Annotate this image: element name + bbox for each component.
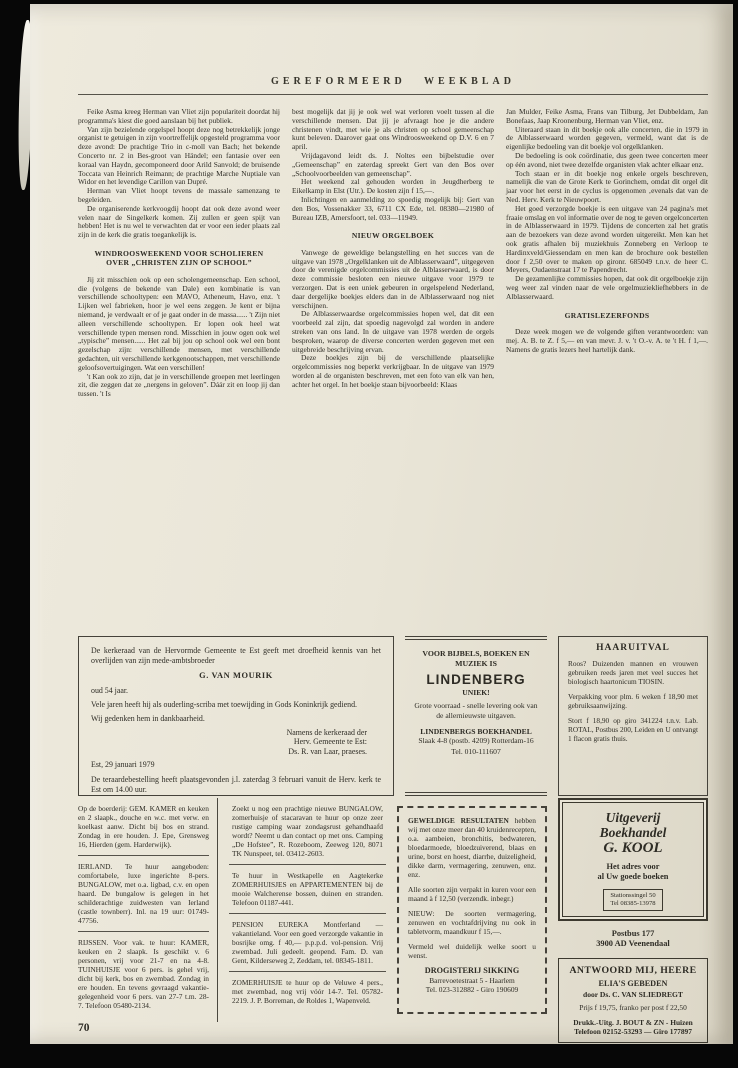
section-heading-windroosweekend: WINDROOSWEEKEND VOOR SCHOLIEREN OVER „CHRISTEN ZIJN OP SCHOOL” — [94, 248, 264, 268]
lindenberg-shop: LINDENBERGS BOEKHANDEL — [420, 726, 532, 736]
classified-ad: RIJSSEN. Voor vak. te huur: KAMER, keuken en 2 slaapk. Is geschikt v. 6 personen, vrij voor 21-7 en na 4-8. TUINHUISJE voor 6 pers. is gehel vrij, dicht bij kerk, bos en zwembad. Zondag in ere houden. En tevens gevraagd vakantie-gelegenheid voor 6 pers. van 27-7 t.m. 28-7. Telefoon 05480-2134. — [78, 931, 209, 1016]
paragraph: Het weekend zal gehouden worden in Jeugdherberg te Eikelkamp in Elst (Utr.). De kosten zijn f 15,—. — [292, 177, 494, 196]
obituary-age: oud 54 jaar. — [91, 685, 129, 695]
paragraph: Jan Mulder, Feike Asma, Frans van Tilburg, Jet Dubbeldam, Jan Bonefaas, Jaap Kroonenburg, Herman van Vliet, enz. — [506, 108, 708, 125]
lindenberg-brand: LINDENBERG — [426, 672, 526, 688]
obituary-place-date: Est, 29 januari 1979 — [91, 760, 155, 770]
paragraph: Het goed verzorgde boekje is een uitgave van 24 pagina's met fraaie omslag en vol informatie over de nog te geven orgelconcerten in de Alblasserwaard in 1979. Tijdens de concerten zal het gratis aan de bezoekers van deze avond worden uitgereikt. Men kan het ook gratis afhalen bij muziekhuis Zonneberg en Verloop te Hardinxveld/Giessendam en men kan de brochure ook bestellen door f 2,50 over te maken op gironr. 685049 t.n.v. de heer C. Meyers, Oudaenstraat 17 te Papendrecht. — [506, 203, 708, 275]
drogisterij-sikking-ad — [397, 806, 547, 1014]
sikking-tel: Tel. 023-312882 - Giro 190609 — [425, 985, 519, 994]
classified-ad: Zoekt u nog een prachtige nieuwe BUNGALOW, zomerhuisje of stacaravan te huur op onze zeer rustige camping waar zondagsrust gehandhaafd wordt? Neemt u dan contact op met ons. Camping „De Hofstee”, R. Rozeboom, Zeeweg 120, 8071 TK Nunspeet, tel. 03412-2603. — [232, 804, 383, 858]
paragraph: Uiteraard staan in dit boekje ook alle concerten, die in 1979 in de Alblasserwaard worden gegeven, vermeld, want dat is de eigenlijke bedoeling van dit boekje vol orgelklanken. — [506, 124, 708, 152]
antwoord-publisher: Drukk.-Uitg. J. BOUT & ZN - Huizen — [573, 1018, 693, 1027]
lindenberg-address: Slaak 4-8 (postb. 4209) Rotterdam-16 — [418, 736, 534, 746]
paragraph: 't Kan ook zo zijn, dat je in verschillende groepen met leerlingen zit, die zeggen dat ze „nergens in geloven”. Dáár zit en loop jij dan tussen. 't Is — [78, 371, 280, 399]
haaruitval-text: Stort f 18,90 op giro 341224 t.n.v. Lab. ROTAL, Postbus 200, Leiden en U ontvangt 1 flacon gratis thuis. — [568, 716, 698, 743]
article-body — [78, 108, 708, 602]
paragraph: Deze week mogen we de volgende giften verantwoorden: van mej. A. B. te Z. f 5,— en van mevr. J. v. 't O.-v. A. te 't H. f 1,—. Namens de gratis lezers heel hartelijk dank. — [506, 326, 708, 354]
sikking-footer — [408, 966, 536, 994]
obituary-name: G. VAN MOURIK — [199, 671, 273, 681]
sikking-text: Alle soorten zijn verpakt in kuren voor een maand à f 12,50 (verzendk. inbegr.) — [408, 885, 536, 903]
sikking-lead: GEWELDIGE RESULTATEN — [408, 816, 509, 825]
classified-ad: PENSION EUREKA Montferland — vakantieland. Voor een goed verzorgde vakantie in bosrijke omg. f 40,— p.p.p.d. vol-pension. Vrij zwembad. Juli gedeelt. geopend. Fam. D. van Gent, Kilderseweg 2, Zeddam, tel. 08345-1811. — [229, 913, 386, 971]
haaruitval-title: HAARUITVAL — [596, 643, 670, 653]
antwoord-price: Prijs f 19,75, franko per post f 22,50 — [579, 1003, 687, 1012]
sikking-name: DROGISTERIJ SIKKING — [424, 966, 520, 975]
kool-boekhandel-ad — [558, 798, 708, 921]
sikking-text: Vermeld wel duidelijk welke soort u wenst. — [408, 942, 536, 960]
kool-name: G. KOOL — [603, 840, 663, 856]
page-number: 70 — [78, 1022, 90, 1034]
lindenberg-ad — [405, 636, 547, 796]
sikking-text: NIEUW: De soorten vermagering, zenuwen en vochtafdrijving nu ook in tabletvorm, maandkuur f 15,—. — [408, 909, 536, 936]
kool-address-label: Stationssingel 50 Tel 08385-13978 — [603, 889, 662, 911]
obituary-body: Vele jaren heeft hij als ouderling-scriba met toewijding in Gods Koninkrijk gediend. — [91, 700, 358, 710]
kool-tagline: Het adres voor al Uw goede boeken — [597, 862, 669, 881]
column2-paragraphs-top — [292, 108, 494, 222]
column2-paragraphs-bottom — [292, 249, 494, 390]
classifieds-column-b — [229, 798, 386, 1022]
haaruitval-text: Roos? Duizenden mannen en vrouwen gebruiken reeds jaren met veel succes het biologisch haartonicum TIOSIN. — [568, 659, 698, 686]
haaruitval-ad — [558, 636, 708, 796]
column3-paragraphs-top — [506, 108, 708, 302]
column1-paragraphs-top — [78, 108, 280, 240]
column1-paragraphs-bottom — [78, 276, 280, 399]
antwoord-tel: Telefoon 02152-53293 — Giro 177897 — [574, 1027, 692, 1036]
sikking-text: GEWELDIGE RESULTATEN hebben wij met onze meer dan 40 kruidenrecepten, o.a. aambeien, bronchitis, bedwateren, bloedarmoede, bloedzuiverend, blaas en urine, borst en hoest, diarrhe, duizeligheid, dikke darm, vermagering, zenuwen, enz. enz. — [408, 816, 536, 879]
paragraph: Herman van Vliet hoopt tevens de massale samenzang te begeleiden. — [78, 186, 280, 204]
paragraph: Van zijn bezielende orgelspel hoopt deze nog betrekkelijk jonge organist te getuigen in zijn voortreffelijk opgesteld programma voor deze avond: De prachtige Trio in c-moll van Bach; het bekende Concerto nr. 2 in Bes-groot van Händel; een fantasie over een koraal van Haydn, gecomponeerd door Arild Sanvold; de bruisende Toccata van Heinrich Reimann; de prachtige Marche Nuptiale van Widor en het levendige Carillon van Dupré. — [78, 124, 280, 187]
obituary-intro: De kerkeraad van de Hervormde Gemeente te Est geeft met droefheid kennis van het overlijden van zijn mede-ambtsbroeder — [91, 646, 381, 665]
classified-ad: IERLAND. Te huur aangeboden: comfortabele, luxe ingerichte 8-pers. BUNGALOW, met o.a. ligbad, c.v. en open haard. De bungalow is gelegen in het schilderachtige zuidwesten van Ierland (castle townberr). Inl. na 19 uur: 01749-47756. — [78, 855, 209, 931]
paragraph: De Alblasserwaardse orgelcommissies hopen wel, dat dit een voorbeeld zal zijn, dat spoedig nagevolgd zal worden in andere streken van ons land. In de uitgave van 1978 werden de orgels besproken, waarop de diverse concerten werden gegeven met een uitgebreide beschrijving ervan. — [292, 309, 494, 354]
masthead-title: GEREFORMEERD WEEKBLAD — [78, 76, 708, 95]
lindenberg-headline: VOOR BIJBELS, BOEKEN EN MUZIEK IS — [422, 649, 530, 668]
paragraph: best mogelijk dat jij je ook wel wat verloren voelt tussen al die verschillende mensen. Dat jij je afvraagt hoe je die andere christenen vindt, met wie je als christen op school gemeenschap kunt beleven. Daarover gaat ons Windroosweekend op D.V. 6 en 7 april. — [292, 108, 494, 152]
antwoord-author: door Ds. C. VAN SLIEDREGT — [582, 990, 683, 999]
paragraph: Feike Asma kreeg Herman van Vliet zijn populariteit doordat hij programma's kiest die goed aanslaan bij het publiek. — [78, 108, 280, 125]
paragraph: Vanwege de geweldige belangstelling en het succes van de uitgave van 1978 „Orgelklanken uit de Alblasserwaard”, uitgegeven door de verenigde orgelcommissies uit de Alblasserwaard, is door deze commissie besloten een nieuwe uitgave voor 1979 te verzorgen. Dat is een uniek gebeuren in orgelspelend Nederland, daar dergelijke boekjes elders dan in de Alblasserwaard nog niet verschijnen. — [292, 247, 494, 310]
kool-script-line: Uitgeverij — [605, 810, 661, 825]
lindenberg-uniek: UNIEK! — [462, 687, 490, 697]
obituary-signature: Namens de kerkeraad der Herv. Gemeente te Est: Ds. R. van Laar, praeses. — [286, 727, 367, 756]
column3-paragraphs-bottom — [506, 328, 708, 354]
paragraph: Vrijdagavond leidt ds. J. Noltes een bijbelstudie over „Gemeenschap” en zaterdag spreekt Gert van den Bos over „Schoolvoorbeelden van gemeenschap”. — [292, 150, 494, 178]
article-column-3 — [506, 108, 708, 602]
paragraph: Inlichtingen en aanmelding zo spoedig mogelijk bij: Gert van den Bos, Vossenakker 33, 6711 CX Ede, tel. 08380—21980 of Bureau IZB, Amersfoort, tel. 033—11949. — [292, 194, 494, 222]
classified-ad: ZOMERHUISJE te huur op de Veluwe 4 pers., met zwembad, nog vrij vóór 14-7. Tel. 05782-2219. J. P. Borreman, de Roldes 1, Wapenveld. — [229, 971, 386, 1011]
obituary-footer: De teraardebestelling heeft plaatsgevonden j.l. zaterdag 3 februari vanuit de Herv. kerk te Est om 14.00 uur. — [91, 774, 381, 794]
kool-script-line: Boekhandel — [599, 825, 667, 840]
obituary-notice — [78, 636, 394, 796]
paragraph: De bedoeling is ook coördinatie, dus geen twee concerten meer op één avond, niet twee dezelfde organisten vlak achter elkaar enz. — [506, 150, 708, 169]
sikking-address: Barrevoetestraat 5 - Haarlem — [429, 976, 515, 985]
kool-postal-address: Postbus 177 3900 AD Veenendaal — [596, 929, 670, 948]
classifieds-column-a — [78, 798, 218, 1022]
haaruitval-text: Verpakking voor plm. 6 weken f 18,90 met gebruiksaanwijzing. — [568, 692, 698, 710]
section-heading-gratislezerfonds: GRATISLEZERFONDS — [564, 310, 650, 320]
antwoord-mij-heere-ad — [558, 958, 708, 1043]
obituary-body: Wij gedenken hem in dankbaarheid. — [91, 713, 205, 723]
newspaper-page — [30, 4, 733, 1044]
article-column-1 — [78, 108, 280, 602]
article-column-2 — [292, 108, 494, 602]
classified-ad: Te huur in Westkapelle en Aagtekerke ZOMERHUISJES en APPARTEMENTEN bij de mooie Walcherense bossen, duinen en stranden. Telefoon 01187-441. — [229, 864, 386, 913]
antwoord-title: ANTWOORD MIJ, HEERE — [569, 965, 697, 976]
paragraph: Toch staan er in dit boekje nog enkele orgels beschreven, namelijk die van de Grote Kerk te Gorinchem, omdat dit orgel dit jaar voor het eerst in de cyclus is opgenomen ‚evenals dat van de Ned. Herv. Kerk te Nieuwpoort. — [506, 168, 708, 204]
lindenberg-tel: Tel. 010-111607 — [451, 746, 501, 756]
lindenberg-text: Grote voorraad - snelle levering ook van de allernieuwste uitgaven. — [414, 701, 538, 720]
section-heading-nieuw-orgelboek: NIEUW ORGELBOEK — [351, 231, 435, 241]
classified-ad: Op de boerderij: GEM. KAMER en keuken en 2 slaapk., douche en w.c. met verw. en koelkast aanw. Dicht bij bos en strand. Zondag in ere houden. J. Epe, Grensweg 16, Hierden (gem. Harderwijk). — [78, 804, 209, 849]
antwoord-subtitle: ELIA'S GEBEDEN — [598, 979, 668, 988]
right-ads-column — [558, 798, 708, 1036]
paragraph: Jij zit misschien ook op een scholengemeenschap. Een school, die (volgens de bekende van Dale) een kombinatie is van verschillende schooltypen: een MAVO, Atheneum, Havo, enz. 't Lijken wel fabrieken, hoor je wel eens zeggen. Je kent er bijna niemand, je verdwaalt er of je gaat onder in de massa...... 't Zijn niet alleen verschillende schooltypen. Er lopen ook heel wat verschillende typen mensen rond. Misschien in jouw ogen ook wel „typische” mensen...... Het zal bij jou op school ook wel een bont gezelschap zijn: verschillende mensen, met verschillende gedachten, uit verschillende kerkgenootschappen, met verschillende geloofsovertuigingen. Wat een verschillen! — [78, 274, 280, 372]
paragraph: Deze boekjes zijn bij de verschillende plaatselijke orgelcommissies nog beperkt verkrijgbaar. In de uitgave van 1979 worden al de organisten beschreven, met een foto van elk van hen, achter het orgel. In het boekje staan bijvoorbeeld: Klaas — [292, 353, 494, 389]
paragraph: De organiserende kerkvoogdij hoopt dat ook deze avond weer velen naar de Singelkerk komen. Zij zullen er geen spijt van hebben! Het is nu wel te verwachten dat er voor een ieder plaats zal zijn in de kerk die gratis toegankelijk is. — [78, 203, 280, 240]
ads-row-top — [78, 636, 708, 796]
paragraph: De gezamenlijke commissies hopen, dat ook dit orgelboekje zijn weg weer zal vinden naar de vele orgelmuziekliefhebbers in de Alblasserwaard. — [506, 274, 708, 301]
